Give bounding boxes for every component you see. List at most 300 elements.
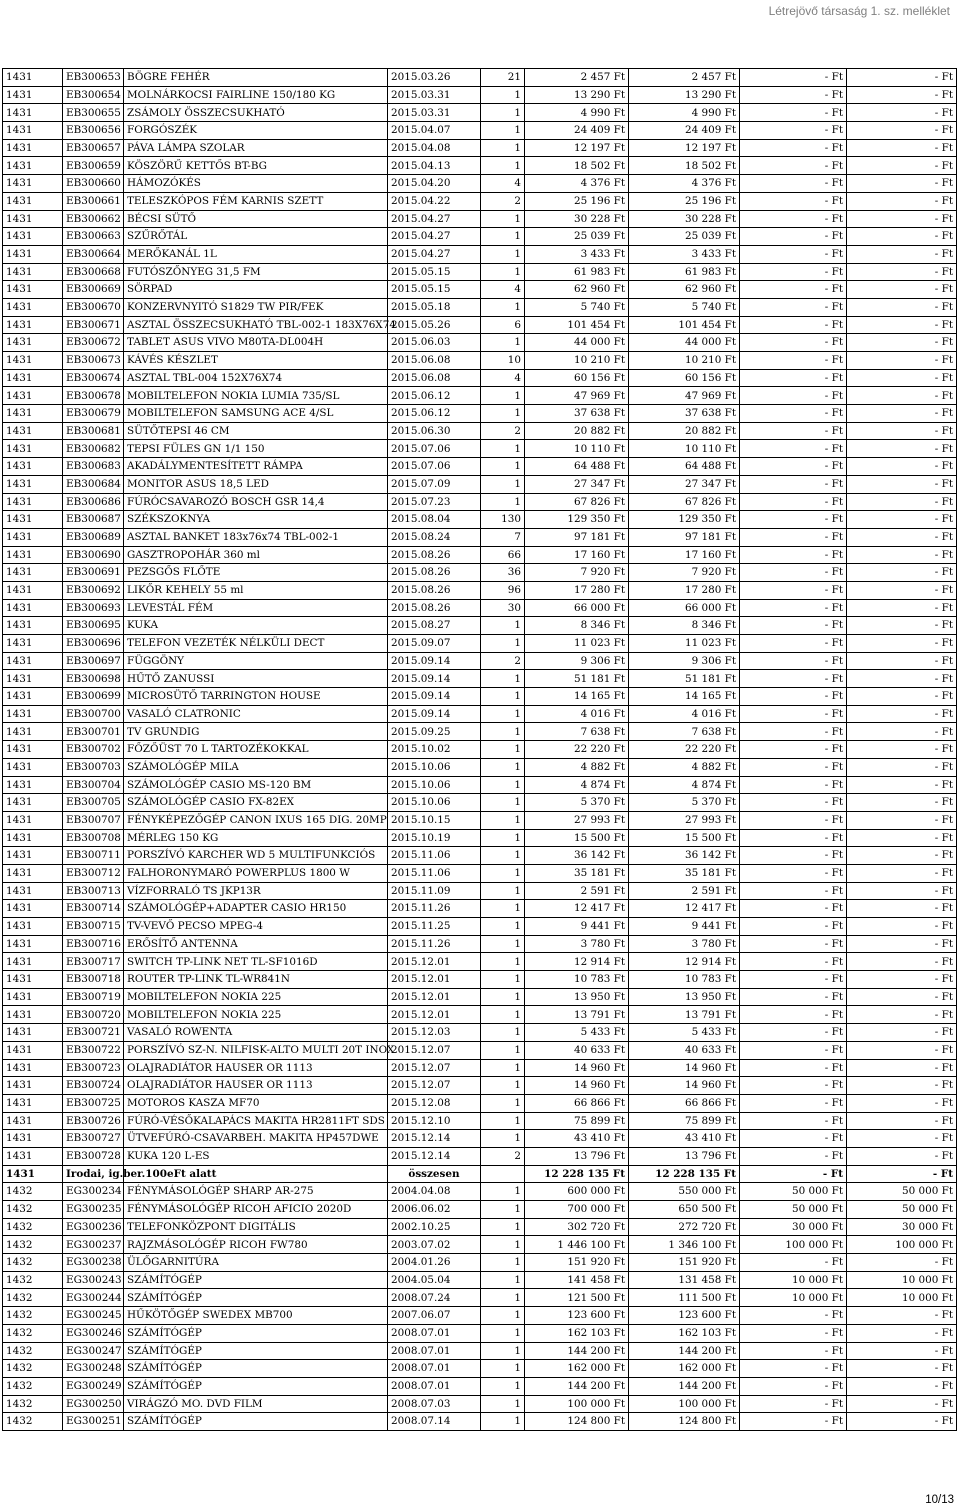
- table-cell-name: HŰKÖTŐGÉP SWEDEX MB700: [124, 1307, 388, 1325]
- table-cell-id: EB300713: [63, 882, 124, 900]
- table-cell-book: 24 409 Ft: [629, 122, 740, 140]
- table-cell-book: 4 016 Ft: [629, 705, 740, 723]
- table-row: [3, 475, 957, 493]
- table-cell-net: - Ft: [847, 1006, 957, 1024]
- table-cell-depr: - Ft: [740, 847, 847, 865]
- table-cell-book: 111 500 Ft: [629, 1289, 740, 1307]
- table-cell-qty: 1: [481, 918, 525, 936]
- table-cell-qty: 1: [481, 1254, 525, 1272]
- table-cell-id: EB300657: [63, 139, 124, 157]
- table-cell-gross: 4 990 Ft: [525, 104, 629, 122]
- table-row: [3, 1271, 957, 1289]
- table-row: [3, 1041, 957, 1059]
- table-cell-gross: 10 110 Ft: [525, 440, 629, 458]
- inventory-table-body: [3, 69, 957, 1431]
- table-cell-name: ASZTAL BANKET 183x76x74 TBL-002-1: [124, 528, 388, 546]
- table-cell-name: ROUTER TP-LINK TL-WR841N: [124, 971, 388, 989]
- table-cell-date: 2015.12.01: [388, 988, 481, 1006]
- table-cell-name: KONZERVNYITÓ S1829 TW PIR/FEK: [124, 298, 388, 316]
- table-cell-book: 66 866 Ft: [629, 1094, 740, 1112]
- table-cell-gross: 162 103 Ft: [525, 1324, 629, 1342]
- table-cell-date: összesen: [388, 1165, 481, 1183]
- table-cell-date: 2015.12.14: [388, 1130, 481, 1148]
- table-cell-code: 1432: [3, 1395, 63, 1413]
- table-cell-depr: - Ft: [740, 157, 847, 175]
- table-row: [3, 86, 957, 104]
- table-row: [3, 811, 957, 829]
- table-cell-name: AKADÁLYMENTESÍTETT RÁMPA: [124, 458, 388, 476]
- table-cell-depr: - Ft: [740, 581, 847, 599]
- table-cell-date: 2015.12.08: [388, 1094, 481, 1112]
- table-cell-name: VÍZFORRALÓ TS JKP13R: [124, 882, 388, 900]
- table-cell-gross: 7 638 Ft: [525, 723, 629, 741]
- table-cell-code: 1431: [3, 316, 63, 334]
- table-cell-qty: 2: [481, 1147, 525, 1165]
- table-cell-code: 1431: [3, 475, 63, 493]
- table-cell-name: SZÉKSZOKNYA: [124, 511, 388, 529]
- table-cell-code: 1432: [3, 1342, 63, 1360]
- table-cell-name: SZÁMÍTÓGÉP: [124, 1271, 388, 1289]
- table-cell-date: 2015.10.06: [388, 758, 481, 776]
- table-cell-code: 1431: [3, 723, 63, 741]
- table-cell-book: 144 200 Ft: [629, 1342, 740, 1360]
- table-cell-gross: 9 441 Ft: [525, 918, 629, 936]
- table-row: [3, 1183, 957, 1201]
- table-row: [3, 316, 957, 334]
- table-cell-book: 36 142 Ft: [629, 847, 740, 865]
- table-cell-book: 162 000 Ft: [629, 1360, 740, 1378]
- table-cell-id: EG300244: [63, 1289, 124, 1307]
- table-cell-gross: 162 000 Ft: [525, 1360, 629, 1378]
- table-cell-book: 43 410 Ft: [629, 1130, 740, 1148]
- table-cell-date: 2015.12.07: [388, 1059, 481, 1077]
- table-row: [3, 971, 957, 989]
- table-row: [3, 1236, 957, 1254]
- table-cell-qty: 1: [481, 1307, 525, 1325]
- table-cell-gross: 17 280 Ft: [525, 581, 629, 599]
- table-cell-book: 67 826 Ft: [629, 493, 740, 511]
- table-cell-depr: - Ft: [740, 298, 847, 316]
- table-cell-name: MOBILTELEFON NOKIA 225: [124, 1006, 388, 1024]
- table-cell-qty: 1: [481, 1218, 525, 1236]
- table-cell-id: EB300693: [63, 599, 124, 617]
- table-cell-book: 15 500 Ft: [629, 829, 740, 847]
- table-cell-qty: 1: [481, 1112, 525, 1130]
- table-cell-net: - Ft: [847, 298, 957, 316]
- table-cell-code: 1431: [3, 617, 63, 635]
- table-cell-id: EB300728: [63, 1147, 124, 1165]
- table-cell-book: 66 000 Ft: [629, 599, 740, 617]
- table-cell-depr: - Ft: [740, 69, 847, 87]
- table-cell-id: EB300717: [63, 953, 124, 971]
- table-cell-date: 2015.07.23: [388, 493, 481, 511]
- table-cell-name: PORSZÍVÓ KARCHER WD 5 MULTIFUNKCIÓS: [124, 847, 388, 865]
- table-cell-code: 1431: [3, 935, 63, 953]
- table-cell-depr: - Ft: [740, 953, 847, 971]
- table-cell-id: EB300718: [63, 971, 124, 989]
- table-cell-book: 10 210 Ft: [629, 352, 740, 370]
- table-cell-name: FALHORONYMARÓ POWERPLUS 1800 W: [124, 864, 388, 882]
- table-cell-depr: - Ft: [740, 139, 847, 157]
- table-cell-gross: 51 181 Ft: [525, 670, 629, 688]
- table-cell-id: EB300715: [63, 918, 124, 936]
- table-cell-name: KÁVÉS KÉSZLET: [124, 352, 388, 370]
- table-cell-book: 62 960 Ft: [629, 281, 740, 299]
- table-row: [3, 1342, 957, 1360]
- table-cell-id: EB300686: [63, 493, 124, 511]
- table-cell-gross: 30 228 Ft: [525, 210, 629, 228]
- table-cell-name: MOBILTELEFON SAMSUNG ACE 4/SL: [124, 405, 388, 423]
- table-cell-net: - Ft: [847, 1342, 957, 1360]
- table-cell-name: SÖRPAD: [124, 281, 388, 299]
- table-cell-book: 3 780 Ft: [629, 935, 740, 953]
- table-cell-depr: - Ft: [740, 493, 847, 511]
- table-row: [3, 1006, 957, 1024]
- table-cell-gross: 2 591 Ft: [525, 882, 629, 900]
- table-cell-gross: 123 600 Ft: [525, 1307, 629, 1325]
- table-cell-code: 1432: [3, 1254, 63, 1272]
- table-cell-gross: 66 866 Ft: [525, 1094, 629, 1112]
- table-cell-name: SZÁMOLÓGÉP CASIO MS-120 BM: [124, 776, 388, 794]
- table-cell-qty: 1: [481, 1271, 525, 1289]
- table-cell-date: 2015.11.25: [388, 918, 481, 936]
- table-cell-net: - Ft: [847, 316, 957, 334]
- table-cell-depr: - Ft: [740, 811, 847, 829]
- table-cell-gross: 20 882 Ft: [525, 422, 629, 440]
- page-number: 10/13: [925, 1494, 954, 1506]
- table-cell-code: 1431: [3, 546, 63, 564]
- table-cell-code: 1431: [3, 1147, 63, 1165]
- table-cell-code: 1431: [3, 352, 63, 370]
- table-cell-name: SÜTŐTEPSI 46 CM: [124, 422, 388, 440]
- table-cell-name: ÜLŐGARNITÚRA: [124, 1254, 388, 1272]
- table-cell-name: ZSÁMOLY ÖSSZECSUKHATÓ: [124, 104, 388, 122]
- table-cell-depr: - Ft: [740, 1059, 847, 1077]
- table-cell-code: 1431: [3, 122, 63, 140]
- table-cell-gross: 302 720 Ft: [525, 1218, 629, 1236]
- table-cell-depr: 10 000 Ft: [740, 1271, 847, 1289]
- table-cell-name: FÚRÓCSAVAROZÓ BOSCH GSR 14,4: [124, 493, 388, 511]
- table-cell-date: 2015.08.26: [388, 599, 481, 617]
- table-cell-gross: 3 780 Ft: [525, 935, 629, 953]
- table-cell-depr: - Ft: [740, 1377, 847, 1395]
- table-cell-id: EB300673: [63, 352, 124, 370]
- table-cell-gross: 12 228 135 Ft: [525, 1165, 629, 1183]
- table-row: [3, 581, 957, 599]
- table-cell-code: 1431: [3, 493, 63, 511]
- table-cell-code: 1431: [3, 918, 63, 936]
- table-cell-date: 2015.04.27: [388, 228, 481, 246]
- table-cell-id: EB300719: [63, 988, 124, 1006]
- table-cell-book: 4 376 Ft: [629, 175, 740, 193]
- table-cell-name: FORGÓSZÉK: [124, 122, 388, 140]
- table-cell-depr: - Ft: [740, 564, 847, 582]
- table-row: [3, 670, 957, 688]
- table-cell-net: - Ft: [847, 688, 957, 706]
- table-cell-name: TEPSI FÜLES GN 1/1 150: [124, 440, 388, 458]
- table-cell-net: - Ft: [847, 776, 957, 794]
- table-cell-code: 1432: [3, 1324, 63, 1342]
- table-cell-depr: - Ft: [740, 458, 847, 476]
- table-cell-depr: - Ft: [740, 228, 847, 246]
- table-cell-id: EG300250: [63, 1395, 124, 1413]
- table-cell-id: EB300720: [63, 1006, 124, 1024]
- table-cell-id: EB300670: [63, 298, 124, 316]
- table-cell-code: 1431: [3, 281, 63, 299]
- table-cell-depr: - Ft: [740, 511, 847, 529]
- table-cell-id: EB300725: [63, 1094, 124, 1112]
- table-cell-code: 1432: [3, 1218, 63, 1236]
- table-cell-book: 60 156 Ft: [629, 369, 740, 387]
- table-cell-book: 12 914 Ft: [629, 953, 740, 971]
- table-cell-qty: 1: [481, 104, 525, 122]
- table-row: [3, 847, 957, 865]
- table-cell-net: - Ft: [847, 705, 957, 723]
- table-cell-date: 2015.11.26: [388, 900, 481, 918]
- table-cell-book: 44 000 Ft: [629, 334, 740, 352]
- table-row: [3, 1324, 957, 1342]
- table-cell-qty: 1: [481, 670, 525, 688]
- table-row: [3, 175, 957, 193]
- table-cell-depr: - Ft: [740, 334, 847, 352]
- table-cell-depr: - Ft: [740, 1360, 847, 1378]
- table-cell-gross: 36 142 Ft: [525, 847, 629, 865]
- table-cell-code: 1431: [3, 776, 63, 794]
- table-cell-book: 37 638 Ft: [629, 405, 740, 423]
- table-cell-qty: 4: [481, 369, 525, 387]
- table-cell-net: - Ft: [847, 139, 957, 157]
- table-cell-id: EB300669: [63, 281, 124, 299]
- table-cell-depr: - Ft: [740, 440, 847, 458]
- table-row: [3, 705, 957, 723]
- table-cell-name: SZÁMÍTÓGÉP: [124, 1324, 388, 1342]
- table-cell-id: EB300707: [63, 811, 124, 829]
- inventory-table: [2, 68, 957, 1431]
- table-cell-book: 97 181 Ft: [629, 528, 740, 546]
- table-cell-gross: 700 000 Ft: [525, 1201, 629, 1219]
- table-cell-qty: 2: [481, 652, 525, 670]
- table-cell-book: 8 346 Ft: [629, 617, 740, 635]
- table-cell-name: SZÁMOLÓGÉP+ADAPTER CASIO HR150: [124, 900, 388, 918]
- table-cell-qty: 1: [481, 1183, 525, 1201]
- table-cell-depr: - Ft: [740, 1254, 847, 1272]
- table-cell-gross: 66 000 Ft: [525, 599, 629, 617]
- table-cell-book: 25 196 Ft: [629, 192, 740, 210]
- table-cell-qty: 1: [481, 387, 525, 405]
- table-cell-net: - Ft: [847, 405, 957, 423]
- table-cell-net: 30 000 Ft: [847, 1218, 957, 1236]
- table-cell-depr: - Ft: [740, 1024, 847, 1042]
- table-cell-date: 2015.07.09: [388, 475, 481, 493]
- table-cell-book: 4 990 Ft: [629, 104, 740, 122]
- table-cell-book: 10 783 Ft: [629, 971, 740, 989]
- table-row: [3, 882, 957, 900]
- table-cell-code: 1432: [3, 1289, 63, 1307]
- table-cell-book: 14 165 Ft: [629, 688, 740, 706]
- table-row: [3, 228, 957, 246]
- table-cell-code: 1431: [3, 1059, 63, 1077]
- table-cell-book: 5 370 Ft: [629, 794, 740, 812]
- table-cell-book: 7 638 Ft: [629, 723, 740, 741]
- table-cell-date: 2015.10.19: [388, 829, 481, 847]
- table-cell-qty: 1: [481, 829, 525, 847]
- table-cell-qty: 1: [481, 723, 525, 741]
- table-cell-book: 5 433 Ft: [629, 1024, 740, 1042]
- table-cell-code: 1431: [3, 670, 63, 688]
- table-cell-id: EB300653: [63, 69, 124, 87]
- table-cell-code: 1432: [3, 1307, 63, 1325]
- table-cell-depr: - Ft: [740, 245, 847, 263]
- table-cell-net: - Ft: [847, 546, 957, 564]
- table-row: [3, 458, 957, 476]
- table-row: [3, 617, 957, 635]
- table-cell-code: 1431: [3, 1006, 63, 1024]
- table-cell-book: 550 000 Ft: [629, 1183, 740, 1201]
- table-cell-net: - Ft: [847, 475, 957, 493]
- table-cell-id: EB300674: [63, 369, 124, 387]
- table-cell-gross: 14 960 Ft: [525, 1077, 629, 1095]
- table-cell-name: FÉNYMÁSOLÓGÉP SHARP AR-275: [124, 1183, 388, 1201]
- table-cell-id: EB300655: [63, 104, 124, 122]
- table-cell-net: - Ft: [847, 122, 957, 140]
- table-cell-qty: 1: [481, 882, 525, 900]
- table-cell-date: 2015.09.25: [388, 723, 481, 741]
- table-cell-depr: - Ft: [740, 670, 847, 688]
- table-cell-id: EG300237: [63, 1236, 124, 1254]
- table-cell-book: 22 220 Ft: [629, 741, 740, 759]
- table-row: [3, 405, 957, 423]
- table-cell-id: EG300248: [63, 1360, 124, 1378]
- table-cell-date: 2015.10.06: [388, 794, 481, 812]
- table-cell-depr: - Ft: [740, 988, 847, 1006]
- table-cell-book: 64 488 Ft: [629, 458, 740, 476]
- table-cell-depr: - Ft: [740, 599, 847, 617]
- table-cell-id: EB300714: [63, 900, 124, 918]
- table-cell-name: RAJZMÁSOLÓGÉP RICOH FW780: [124, 1236, 388, 1254]
- table-row: [3, 546, 957, 564]
- table-cell-code: 1431: [3, 953, 63, 971]
- table-cell-gross: 64 488 Ft: [525, 458, 629, 476]
- table-cell-id: EB300671: [63, 316, 124, 334]
- table-row: [3, 758, 957, 776]
- table-cell-id: EB300679: [63, 405, 124, 423]
- table-cell-qty: 1: [481, 1059, 525, 1077]
- table-cell-date: 2015.09.14: [388, 670, 481, 688]
- table-cell-gross: 121 500 Ft: [525, 1289, 629, 1307]
- table-cell-id: EG300238: [63, 1254, 124, 1272]
- table-row: [3, 139, 957, 157]
- table-cell-qty: 66: [481, 546, 525, 564]
- table-row: [3, 918, 957, 936]
- table-cell-name: MERŐKANÁL 1L: [124, 245, 388, 263]
- table-cell-qty: 4: [481, 281, 525, 299]
- table-row: [3, 988, 957, 1006]
- table-cell-net: - Ft: [847, 900, 957, 918]
- table-cell-code: 1431: [3, 104, 63, 122]
- table-cell-depr: - Ft: [740, 316, 847, 334]
- table-cell-date: 2004.01.26: [388, 1254, 481, 1272]
- table-cell-gross: 25 039 Ft: [525, 228, 629, 246]
- table-cell-gross: 47 969 Ft: [525, 387, 629, 405]
- table-cell-book: 650 500 Ft: [629, 1201, 740, 1219]
- table-cell-depr: - Ft: [740, 422, 847, 440]
- table-cell-net: - Ft: [847, 581, 957, 599]
- table-cell-id: EB300663: [63, 228, 124, 246]
- table-cell-date: 2015.04.27: [388, 210, 481, 228]
- table-cell-name: MOTOROS KASZA MF70: [124, 1094, 388, 1112]
- table-cell-qty: 1: [481, 1360, 525, 1378]
- table-cell-code: 1431: [3, 210, 63, 228]
- table-cell-code: 1431: [3, 599, 63, 617]
- table-cell-id: EB300726: [63, 1112, 124, 1130]
- table-cell-code: 1431: [3, 1094, 63, 1112]
- table-cell-depr: - Ft: [740, 688, 847, 706]
- table-cell-net: - Ft: [847, 1324, 957, 1342]
- table-cell-book: 27 347 Ft: [629, 475, 740, 493]
- table-cell-name: FUTÓSZŐNYEG 31,5 FM: [124, 263, 388, 281]
- table-cell-book: 2 457 Ft: [629, 69, 740, 87]
- table-row: [3, 864, 957, 882]
- table-cell-book: 144 200 Ft: [629, 1377, 740, 1395]
- table-cell-depr: - Ft: [740, 1413, 847, 1431]
- table-cell-book: 35 181 Ft: [629, 864, 740, 882]
- table-row: [3, 741, 957, 759]
- table-row: [3, 1307, 957, 1325]
- table-cell-id: EB300668: [63, 263, 124, 281]
- table-cell-net: 50 000 Ft: [847, 1183, 957, 1201]
- table-cell-depr: - Ft: [740, 705, 847, 723]
- table-cell-gross: 4 882 Ft: [525, 758, 629, 776]
- table-cell-book: 14 960 Ft: [629, 1059, 740, 1077]
- table-row: [3, 440, 957, 458]
- table-cell-depr: 50 000 Ft: [740, 1183, 847, 1201]
- table-cell-name: OLAJRADIÁTOR HAUSER OR 1113: [124, 1077, 388, 1095]
- table-cell-name: MOBILTELEFON NOKIA LUMIA 735/SL: [124, 387, 388, 405]
- table-cell-net: - Ft: [847, 741, 957, 759]
- table-cell-id: EB300692: [63, 581, 124, 599]
- table-cell-name: SZÁMÍTÓGÉP: [124, 1377, 388, 1395]
- table-row: [3, 387, 957, 405]
- table-cell-qty: 10: [481, 352, 525, 370]
- table-row: [3, 210, 957, 228]
- table-cell-qty: 1: [481, 1077, 525, 1095]
- table-cell-date: 2015.07.06: [388, 458, 481, 476]
- table-cell-date: 2015.06.12: [388, 387, 481, 405]
- table-cell-id: EB300700: [63, 705, 124, 723]
- table-cell-depr: - Ft: [740, 263, 847, 281]
- table-cell-code: 1431: [3, 422, 63, 440]
- table-cell-id: EB300654: [63, 86, 124, 104]
- table-cell-gross: 35 181 Ft: [525, 864, 629, 882]
- table-cell-book: 17 160 Ft: [629, 546, 740, 564]
- table-cell-net: - Ft: [847, 157, 957, 175]
- table-cell-depr: 10 000 Ft: [740, 1289, 847, 1307]
- table-cell-id: EG300236: [63, 1218, 124, 1236]
- table-cell-code: 1431: [3, 758, 63, 776]
- table-cell-depr: - Ft: [740, 475, 847, 493]
- table-cell-depr: - Ft: [740, 104, 847, 122]
- table-cell-net: - Ft: [847, 1395, 957, 1413]
- table-cell-net: - Ft: [847, 617, 957, 635]
- table-cell-qty: 1: [481, 139, 525, 157]
- table-cell-date: 2007.06.07: [388, 1307, 481, 1325]
- table-cell-date: 2015.12.07: [388, 1077, 481, 1095]
- table-cell-qty: 1: [481, 864, 525, 882]
- table-row: [3, 1289, 957, 1307]
- table-cell-id: EB300684: [63, 475, 124, 493]
- table-cell-net: - Ft: [847, 352, 957, 370]
- table-cell-id: EB300722: [63, 1041, 124, 1059]
